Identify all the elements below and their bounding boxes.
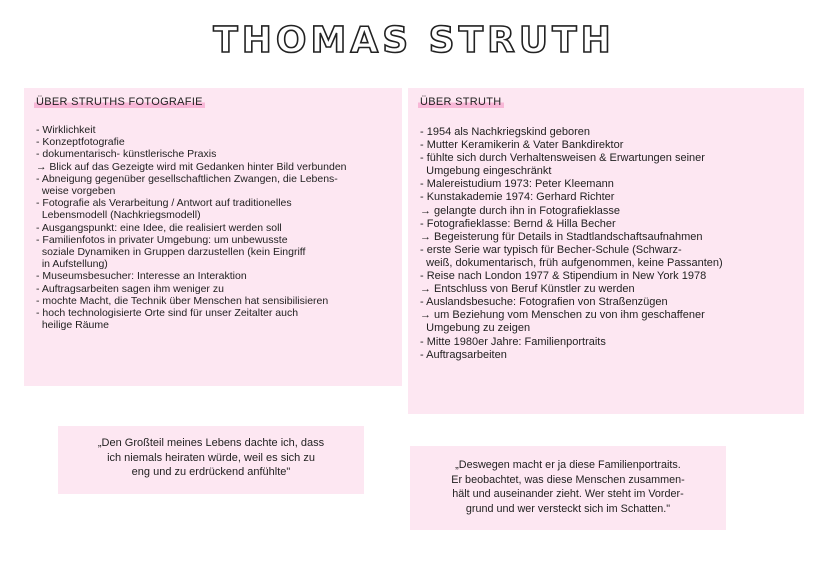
card-heading: ÜBER STRUTH: [420, 96, 502, 108]
list-item: - Malereistudium 1973: Peter Kleemann: [420, 178, 614, 191]
bullet-list: [420, 126, 798, 362]
list-item: - Fotografie als Verarbeitung / Antwort auf traditionelles Lebensmodell (Nachkriegsmodell): [36, 197, 292, 222]
list-item: → Blick auf das Gezeigte wird mit Gedanken hinter Bild verbunden: [36, 160, 347, 173]
list-item: - fühlte sich durch Verhaltensweisen & Erwartungen seiner Umgebung eingeschränkt: [420, 152, 705, 178]
list-item: - Wirklichkeit: [36, 124, 96, 136]
quote-text: „Deswegen macht er ja diese Familienportraits. Er beobachtet, was diese Menschen zusammen- hält und auseinander zieht. Wer steht im Vorder- grund und wer versteckt sich im Schatten.": [451, 459, 685, 515]
list-item: → Begeisterung für Details in Stadtlandschaftsaufnahmen: [420, 230, 703, 243]
list-item: - Reise nach London 1977 & Stipendium in New York 1978: [420, 270, 707, 283]
list-item: - Mitte 1980er Jahre: Familienportraits: [420, 335, 606, 348]
list-item: - dokumentarisch- künstlerische Praxis: [36, 148, 217, 161]
page-title: THOMAS STRUTH: [213, 20, 615, 61]
list-item: - Mutter Keramikerin & Vater Bankdirektor: [420, 139, 624, 152]
list-item: → Entschluss von Beruf Künstler zu werden: [420, 283, 635, 296]
quote-card-right: [410, 446, 726, 530]
list-item: → gelangte durch ihn in Fotografieklasse: [420, 204, 620, 217]
list-item: - Ausgangspunkt: eine Idee, die realisiert werden soll: [36, 221, 282, 234]
quote-card-left: [58, 426, 364, 494]
list-item: - Auslandsbesuche: Fotografien von Straßenzügen: [420, 296, 668, 309]
about-struth-card: [408, 88, 804, 414]
list-item: - Konzeptfotografie: [36, 136, 125, 149]
list-item: - erste Serie war typisch für Becher-Schule (Schwarz- weiß, dokumentarisch, früh aufgenommen, keine Passanten): [420, 243, 723, 269]
list-item: - Kunstakademie 1974: Gerhard Richter: [420, 191, 615, 204]
list-item: - Familienfotos in privater Umgebung: um unbewusste soziale Dynamiken in Gruppen darzustellen (kein Eingriff in Aufstellung): [36, 233, 306, 271]
bullet-list: [36, 124, 396, 331]
list-item: - mochte Macht, die Technik über Menschen hat sensibilisieren: [36, 294, 329, 307]
about-photography-card: [24, 88, 402, 386]
list-item: - 1954 als Nachkriegskind geboren: [420, 126, 590, 138]
list-item: - Auftragsarbeiten sagen ihm weniger zu: [36, 282, 224, 295]
list-item: - Auftragsarbeiten: [420, 348, 507, 361]
list-item: → um Beziehung vom Menschen zu von ihm geschaffener Umgebung zu zeigen: [420, 309, 705, 335]
list-item: - hoch technologisierte Orte sind für unser Zeitalter auch heilige Räume: [36, 307, 299, 332]
list-item: - Museumsbesucher: Interesse an Interaktion: [36, 270, 247, 283]
list-item: - Fotografieklasse: Bernd & Hilla Becher: [420, 217, 616, 230]
list-item: - Abneigung gegenüber gesellschaftlichen Zwangen, die Lebens- weise vorgeben: [36, 172, 338, 198]
quote-text: „Den Großteil meines Lebens dachte ich, dass ich niemals heiraten würde, weil es sich zu eng und zu erdrückend anfühlte": [97, 437, 325, 478]
card-heading: ÜBER STRUTHS FOTOGRAFIE: [36, 96, 203, 108]
